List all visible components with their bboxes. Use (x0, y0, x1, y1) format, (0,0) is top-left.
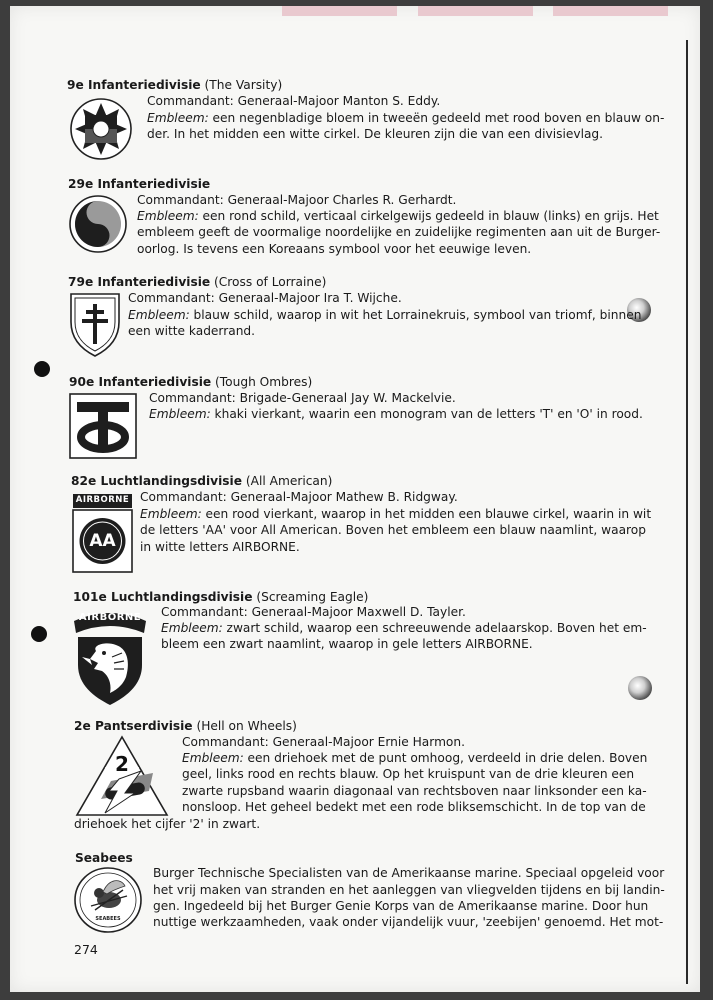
airborne-tab-text: AIRBORNE (75, 495, 130, 505)
division-title: 2e Pantserdivisie (Hell on Wheels) (74, 719, 297, 733)
division-title: 9e Infanteriedivisie (The Varsity) (67, 78, 283, 92)
aa-letters: AA (89, 531, 116, 551)
division-title: 79e Infanteriedivisie (Cross of Lorraine) (68, 275, 327, 289)
division-title: 90e Infanteriedivisie (Tough Ombres) (69, 375, 313, 389)
seabees-line: gen. Ingedeeld bij het Burger Genie Korps van de Amerikaanse marine. Door hun (153, 899, 649, 913)
emblem-line: driehoek het cijfer '2' in zwart. (74, 817, 261, 831)
division-title: 101e Luchtlandingsdivisie (Screaming Eagle) (73, 590, 369, 604)
emblem-line: Embleem: een driehoek met de punt omhoog, verdeeld in drie delen. Boven (182, 751, 648, 765)
emblem-line: oorlog. Is tevens een Koreaans symbool voor het eeuwige leven. (137, 242, 532, 256)
top-color-band (282, 6, 397, 16)
top-color-band (418, 6, 533, 16)
punch-hole (34, 361, 50, 377)
to-monogram-emblem-icon (69, 393, 137, 459)
numeral-two: 2 (115, 752, 129, 776)
emblem-line: der. In het midden een witte cirkel. De kleuren zijn die van een divisievlag. (147, 127, 604, 141)
seabees-title: Seabees (75, 851, 133, 865)
screaming-eagle-emblem-icon (72, 607, 148, 707)
commander-line: Commandant: Generaal-Majoor Ira T. Wijche. (128, 291, 402, 305)
page-edge-line (686, 40, 688, 984)
commander-line: Commandant: Generaal-Majoor Charles R. Gerhardt. (137, 193, 457, 207)
yin-yang-emblem-icon (68, 194, 128, 254)
emblem-line: Embleem: khaki vierkant, waarin een monogram van de letters 'T' en 'O' in rood. (149, 407, 643, 421)
seabees-emblem-icon (73, 866, 143, 934)
emblem-line: geel, links rood en rechts blauw. Op het kruispunt van de drie kleuren een (182, 767, 635, 781)
emblem-line: een witte kaderrand. (128, 324, 256, 338)
emblem-line: bleem een zwart naamlint, waarop in gele letters AIRBORNE. (161, 637, 533, 651)
emblem-line: embleem geeft de voormalige noordelijke en zuidelijke regimenten aan uit de Burger- (137, 225, 661, 239)
seabees-line: Burger Technische Specialisten van de Amerikaanse marine. Speciaal opgeleid voor (153, 866, 665, 880)
airborne-tab-text: AIRBORNE (78, 612, 142, 623)
seabees-badge-text: SEABEES (95, 916, 121, 922)
lorraine-cross-emblem-icon (69, 292, 121, 358)
punch-hole (31, 626, 47, 642)
commander-line: Commandant: Generaal-Majoor Maxwell D. Tayler. (161, 605, 466, 619)
pin-hole (628, 676, 652, 700)
hell-on-wheels-emblem-icon (75, 735, 169, 817)
emblem-line: Embleem: zwart schild, waarop een schreeuwende adelaarskop. Boven het em- (161, 621, 647, 635)
emblem-line: Embleem: een rood vierkant, waarop in het midden een blauwe cirkel, waarin in wit (140, 507, 652, 521)
seabees-line: nuttige werkzaamheden, vaak onder vijandelijk vuur, 'zeebijen' genoemd. Het mot- (153, 915, 664, 929)
division-title: 82e Luchtlandingsdivisie (All American) (71, 474, 333, 488)
commander-line: Commandant: Generaal-Majoor Manton S. Eddy. (147, 94, 441, 108)
emblem-line: in witte letters AIRBORNE. (140, 540, 300, 554)
commander-line: Commandant: Brigade-Generaal Jay W. Mackelvie. (149, 391, 456, 405)
emblem-line: Embleem: blauw schild, waarop in wit het Lorrainekruis, symbool van triomf, binnen (128, 308, 642, 322)
page-number: 274 (74, 942, 98, 957)
top-color-band (553, 6, 668, 16)
commander-line: Commandant: Generaal-Majoor Mathew B. Ridgway. (140, 490, 458, 504)
emblem-line: de letters 'AA' voor All American. Boven het embleem een blauw naamlint, waarop (140, 523, 646, 537)
emblem-line: Embleem: een negenbladige bloem in tweeën gedeeld met rood boven en blauw on- (147, 111, 665, 125)
flower-emblem-icon (69, 97, 133, 161)
all-american-emblem-icon (71, 492, 134, 574)
emblem-line: zwarte rupsband waarin diagonaal van rechtsboven naar linksonder een ka- (182, 784, 647, 798)
seabees-line: het vrij maken van stranden en het aanleggen van vliegvelden tijdens en bij landin- (153, 883, 665, 897)
emblem-line: Embleem: een rond schild, verticaal cirkelgewijs gedeeld in blauw (links) en grijs. Het (137, 209, 659, 223)
emblem-line: nonsloop. Het geheel bedekt met een rode bliksemschicht. In de top van de (182, 800, 646, 814)
division-title: 29e Infanteriedivisie (68, 177, 211, 191)
commander-line: Commandant: Generaal-Majoor Ernie Harmon. (182, 735, 465, 749)
